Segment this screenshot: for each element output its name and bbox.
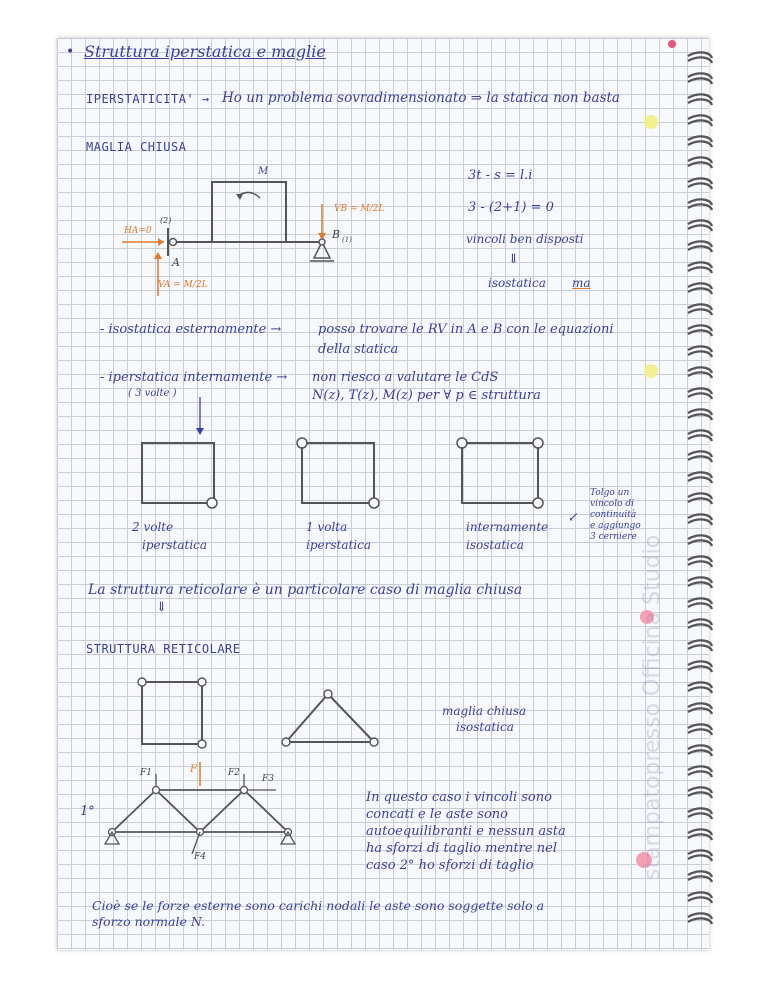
moment-arrowhead [236,194,243,200]
statement-arrow: ⇓ [156,600,167,615]
spiral-ring [688,241,712,252]
spiral-ring [688,472,712,483]
frame-3 [462,443,538,503]
spiral-ring [688,94,712,105]
frame-2-hinge-a [297,438,307,448]
triangle-note-2: isostatica [456,720,514,734]
frame-2-hinge-b [369,498,379,508]
spiral-ring [688,388,712,399]
triangle-truss [286,694,374,742]
spiral-ring [688,199,712,210]
frame-1 [142,443,214,503]
bullet-dot: • [66,44,75,60]
spiral-ring [688,493,712,504]
spiral-ring [688,73,712,84]
case-text-line: ha sforzi di taglio mentre nel [366,841,557,856]
spiral-ring [688,157,712,168]
label-f4: F4 [194,852,206,862]
side-note-arrow: ↙ [568,510,579,525]
spiral-ring [688,556,712,567]
pink-highlight-dot [668,40,676,48]
conclusion-line-1: Cioè se le forze esterne sono carichi nodali le aste sono soggette solo a [92,898,545,913]
truss-statement: La struttura reticolare è un particolare caso di maglia chiusa [88,582,523,598]
side-note-line: vincolo di [590,499,635,509]
spiral-ring [688,619,712,630]
spiral-ring [688,745,712,756]
force-va-head [154,252,162,259]
node [198,678,206,686]
spiral-ring [688,514,712,525]
side-note-line: 3 cerniere [590,532,637,542]
spiral-ring [688,52,712,63]
frame-3-caption: internamente [466,520,549,534]
side-note-line: e aggiungo [590,521,641,531]
frames-figure [130,395,560,515]
spiral-ring [688,808,712,819]
side-note-line: Tolgo un [590,488,630,498]
constraints-note: vincoli ben disposti [466,232,584,246]
internal-hyperstatic-sub: ( 3 volte ) [128,388,177,399]
triangle-note-1: maglia chiusa [442,704,527,718]
spiral-ring [688,535,712,546]
label-f: F [190,764,197,775]
node [241,787,248,794]
spiral-ring [688,850,712,861]
spiral-ring [688,661,712,672]
page-title: Struttura iperstatica e maglie [84,42,326,61]
isostatic-result-emph: ma [572,276,591,290]
force-vb-head [318,233,326,240]
label-f1: F1 [140,768,152,778]
external-isostatic-text: posso trovare le RV in A e B con le equazioni [318,322,614,337]
frame-2 [302,443,374,503]
spiral-ring [688,367,712,378]
moment-label: M [258,166,269,177]
node [370,738,378,746]
frame-3-caption-2: isostatica [466,538,524,552]
internal-hyperstatic-text-2: N(z), T(z), M(z) per ∀ p ∈ struttura [312,388,541,403]
yellow-highlight-dot [644,115,658,129]
spiral-ring [688,451,712,462]
spiral-ring [688,787,712,798]
label-f2: F2 [228,768,240,778]
spiral-ring [688,304,712,315]
closed-mesh-figure [110,168,370,308]
spiral-binding [684,48,714,938]
frame-1-hinge [207,498,217,508]
spiral-ring [688,178,712,189]
conclusion-line-2: sforzo normale N. [92,914,205,929]
spiral-ring [688,640,712,651]
spiral-ring [688,283,712,294]
section-truss: STRUTTURA RETICOLARE [86,642,241,656]
square-truss [142,682,202,744]
case-text-line: In questo caso i vincoli sono [366,790,552,805]
internal-hyperstatic-label: - iperstatica internamente → [100,370,288,385]
b-index: (1) [342,236,352,244]
equation-2: 3 - (2+1) = 0 [468,200,554,215]
frame-1-caption: 2 volte [132,520,174,534]
spiral-ring [688,703,712,714]
spiral-ring [688,136,712,147]
spiral-ring [688,430,712,441]
isostatic-result: isostatica [488,276,546,290]
spiral-ring [688,598,712,609]
frame-3-hinge-b [533,438,543,448]
frame-3-hinge-c [533,498,543,508]
node [324,690,332,698]
truss-shapes [130,672,390,752]
case-text-line: concati e le aste sono [366,807,509,822]
yellow-highlight-dot [644,364,658,378]
frame-shape [172,182,320,242]
vb-label: VB = M/2L [334,204,385,214]
external-isostatic-label: - isostatica esternamente → [100,322,282,337]
spiral-ring [688,682,712,693]
b-label: B [332,228,341,241]
case-text-line: autoequilibranti e nessun asta [366,824,566,839]
spiral-ring [688,724,712,735]
frame-3-hinge-a [457,438,467,448]
spiral-ring [688,115,712,126]
spiral-ring [688,766,712,777]
node [198,740,206,748]
frame-1-caption-2: iperstatica [142,538,208,552]
frame-2-caption-2: iperstatica [306,538,372,552]
node [138,678,146,686]
hyperstaticity-label: IPERSTATICITA' → [86,92,210,106]
spiral-ring [688,829,712,840]
hyperstaticity-definition: Ho un problema sovradimensionato ⇒ la statica non basta [222,90,620,106]
side-note-line: continuità [590,510,637,520]
spiral-ring [688,262,712,273]
hinge-a [170,239,177,246]
pointer-arrowhead [196,428,204,435]
internal-hyperstatic-text: non riesco a valutare le CdS [312,370,499,385]
node [282,738,290,746]
spiral-ring [688,325,712,336]
spiral-ring [688,892,712,903]
a-label: A [172,256,180,269]
section-closed-mesh: MAGLIA CHIUSA [86,140,187,154]
load-f4 [192,832,200,854]
spiral-ring [688,409,712,420]
spiral-ring [688,577,712,588]
frame-2-caption: 1 volta [306,520,348,534]
case-label: 1° [80,804,95,819]
a-index: (2) [160,216,172,225]
watermark: stampatopresso Officina Studio [640,534,665,880]
ha-label: HA=0 [124,226,152,236]
force-ha-head [158,238,164,246]
spiral-ring [688,913,712,924]
label-f3: F3 [262,774,274,784]
node [153,787,160,794]
truss-bars [112,790,288,832]
spiral-ring [688,346,712,357]
down-arrow: ⇓ [508,252,519,267]
va-label: VA = M/2L [158,280,208,290]
case-text-line: caso 2° ho sforzi di taglio [366,858,534,873]
external-isostatic-text-2: della statica [318,342,399,357]
spiral-ring [688,220,712,231]
spiral-ring [688,871,712,882]
equation-1: 3t - s = l.i [468,168,533,183]
